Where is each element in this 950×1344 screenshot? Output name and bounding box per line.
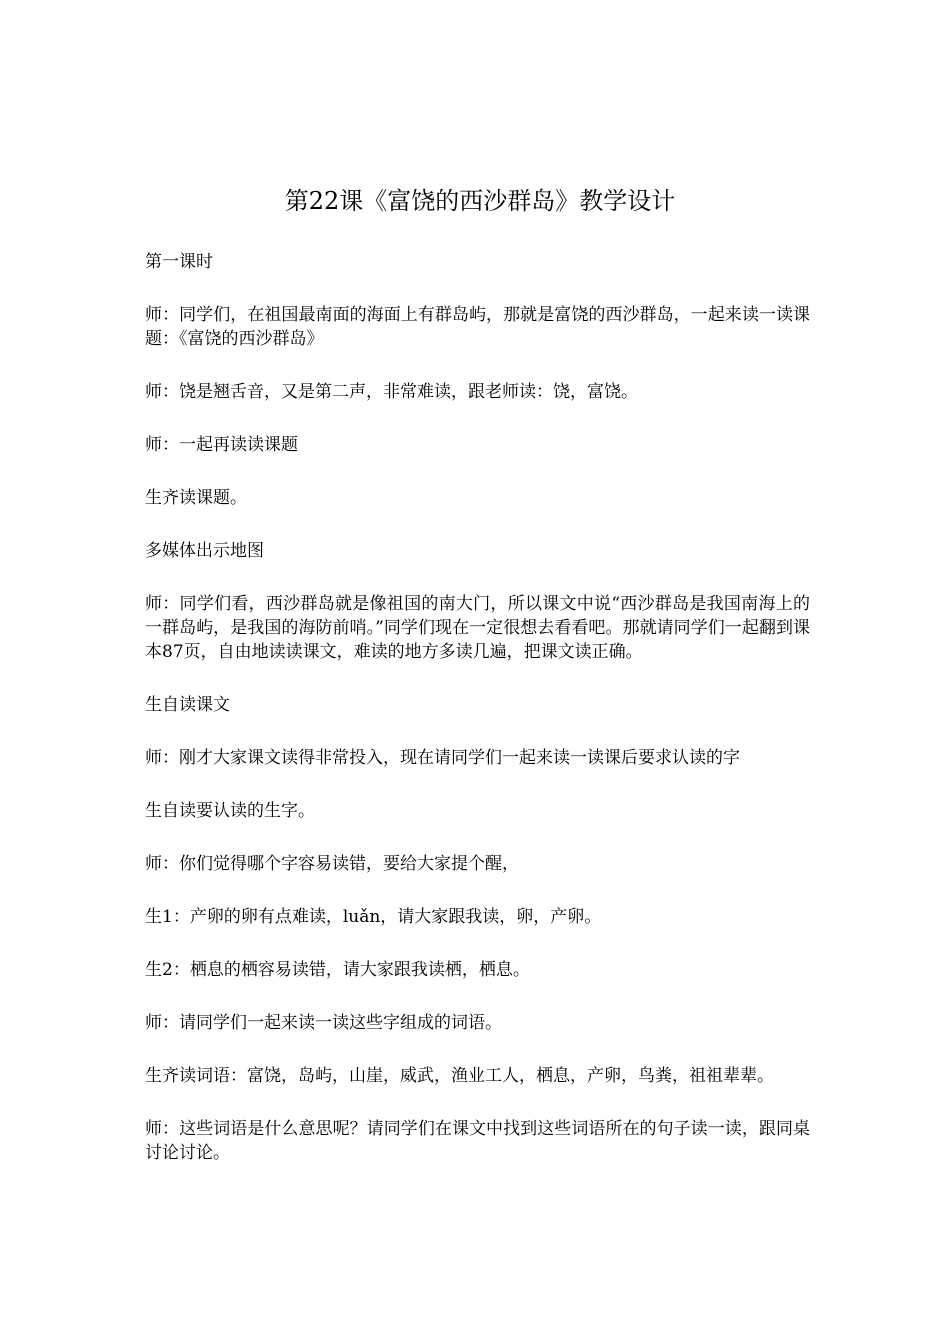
paragraph: 生齐读词语：富饶，岛屿，山崖，威武，渔业工人，栖息，产卵，鸟粪，祖祖辈辈。	[145, 1066, 774, 1086]
paragraph: 师：同学们看，西沙群岛就是像祖国的南大门，所以课文中说“西沙群岛是我国南海上的一群岛屿，是我国的海防前哨。”同学们现在一定很想去看看吧。那就请同学们一起翻到课本87页，自由地读读课文，难读的地方多读几遍，把课文读正确。	[145, 594, 810, 662]
paragraph: 生2：栖息的栖容易读错，请大家跟我读栖，栖息。	[145, 960, 530, 980]
paragraph: 多媒体出示地图	[145, 541, 264, 561]
paragraph: 师：这些词语是什么意思呢？请同学们在课文中找到这些词语所在的句子读一读，跟同桌讨论讨论。	[145, 1119, 810, 1163]
paragraph: 师：你们觉得哪个字容易读错，要给大家提个醒，	[145, 854, 519, 874]
paragraph: 师：饶是翘舌音，又是第二声，非常难读，跟老师读：饶，富饶。	[145, 382, 638, 402]
document-title: 第22课《富饶的西沙群岛》教学设计	[284, 187, 676, 215]
paragraph: 师：一起再读读课题	[145, 435, 298, 455]
paragraph: 生自读要认读的生字。	[145, 801, 315, 821]
paragraph: 生齐读课题。	[145, 488, 247, 508]
paragraph: 师：请同学们一起来读一读这些字组成的词语。	[145, 1013, 502, 1033]
paragraph-lesson-period: 第一课时	[145, 252, 213, 272]
paragraph: 生1：产卵的卵有点难读，luǎn，请大家跟我读，卵，产卵。	[145, 907, 602, 927]
paragraph: 师：刚才大家课文读得非常投入，现在请同学们一起来读一读课后要求认读的字	[145, 748, 740, 768]
paragraph: 生自读课文	[145, 695, 230, 715]
paragraph: 师：同学们，在祖国最南面的海面上有群岛屿，那就是富饶的西沙群岛，一起来读一读课题：《富饶的西沙群岛》	[145, 305, 810, 349]
document-body	[145, 250, 810, 1194]
